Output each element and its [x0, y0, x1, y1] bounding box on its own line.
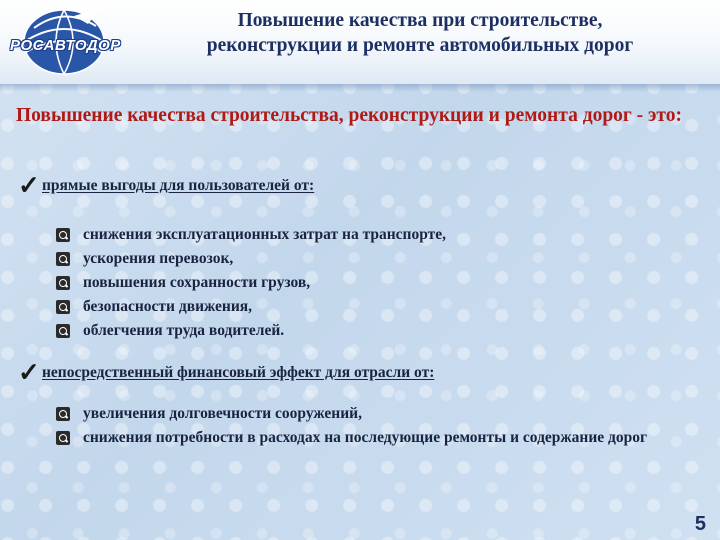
- list-item: [56, 319, 696, 343]
- square-bullet-icon: [56, 324, 70, 338]
- list-item: [56, 402, 696, 426]
- section-heading-label: прямые выгоды для пользователей от:: [42, 177, 315, 194]
- square-bullet-icon: [56, 252, 70, 266]
- list-item: [56, 223, 696, 247]
- square-bullet-icon: [56, 407, 70, 421]
- list-item-text: снижения эксплуатационных затрат на транспорте,: [83, 226, 447, 243]
- user-benefits-list: [56, 223, 696, 343]
- list-item-text: снижения потребности в расходах на последующие ремонты и содержание дорог: [83, 429, 648, 446]
- logo-text: РОСАВТОДОР: [10, 37, 121, 54]
- square-bullet-icon: [56, 431, 70, 445]
- title-line-2: реконструкции и ремонте автомобильных дорог: [206, 35, 634, 56]
- section-heading-industry-effect: [18, 358, 698, 387]
- list-item-text: безопасности движения,: [83, 298, 253, 315]
- industry-effect-list: [56, 402, 696, 450]
- list-item-text: ускорения перевозок,: [83, 250, 234, 267]
- square-bullet-icon: [56, 276, 70, 290]
- list-item-text: увеличения долговечности сооружений,: [83, 405, 362, 422]
- header-divider: [0, 84, 720, 92]
- list-item-text: повышения сохранности грузов,: [83, 274, 311, 291]
- square-bullet-icon: [56, 228, 70, 242]
- slide-title: [130, 8, 710, 58]
- slide-subtitle: Повышение качества строительства, реконструкции и ремонта дорог - это:: [16, 105, 682, 126]
- list-item: [56, 295, 696, 319]
- list-item: [56, 247, 696, 271]
- check-icon: ✓: [18, 171, 40, 200]
- title-line-1: Повышение качества при строительстве,: [237, 10, 603, 31]
- page-number: 5: [694, 513, 706, 535]
- list-item: [56, 271, 696, 295]
- list-item: [56, 426, 683, 450]
- list-item-text: облегчения труда водителей.: [83, 322, 285, 339]
- section-heading-user-benefits: [18, 171, 698, 200]
- section-heading-label: непосредственный финансовый эффект для отрасли от:: [42, 364, 435, 381]
- rosavtodor-logo: [4, 6, 122, 76]
- check-icon: ✓: [18, 358, 40, 387]
- square-bullet-icon: [56, 300, 70, 314]
